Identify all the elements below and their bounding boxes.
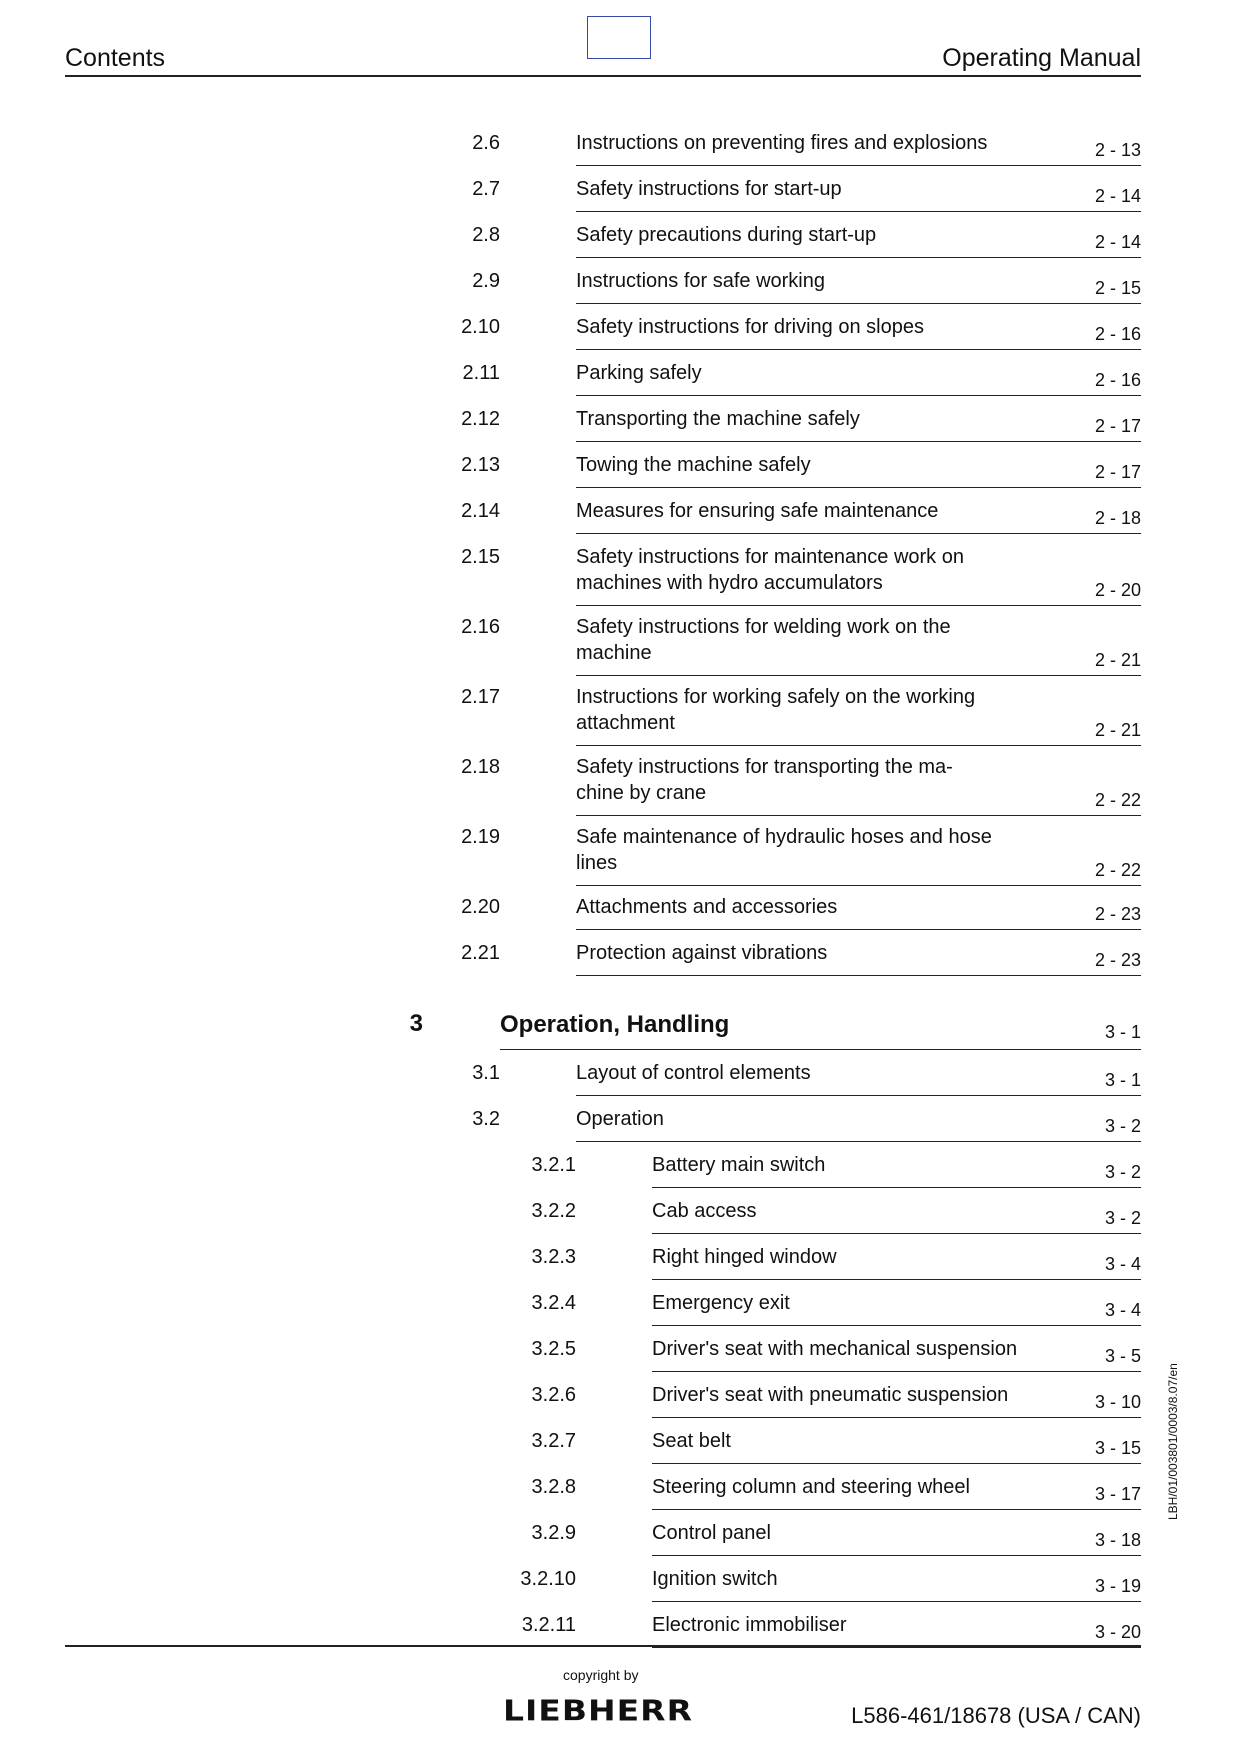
- toc-entry[interactable]: [0, 1428, 1240, 1468]
- toc-entry-page: 2 - 16: [1094, 324, 1141, 344]
- toc-entry-title-line: Steering column and steering wheel: [652, 1476, 970, 1498]
- toc-entry-title-line: Emergency exit: [652, 1292, 790, 1314]
- toc-entry-page: 3 - 10: [1094, 1392, 1141, 1412]
- toc-entry-title: [576, 940, 1141, 976]
- toc-entry-number: 3.2: [472, 1108, 500, 1130]
- toc-entry-page: 2 - 22: [1094, 860, 1141, 880]
- toc-entry-title: [652, 1428, 1141, 1464]
- toc-entry-number: 2.13: [461, 454, 500, 476]
- toc-entry-title: [576, 1060, 1141, 1096]
- toc-entry-page: 2 - 22: [1094, 790, 1141, 810]
- toc-entry-page: 3 - 4: [1104, 1254, 1141, 1274]
- toc-entry-number: 3.2.2: [531, 1200, 576, 1222]
- toc-entry-page: 3 - 5: [1104, 1346, 1141, 1366]
- toc-entry-page: 2 - 14: [1094, 232, 1141, 252]
- toc-entry[interactable]: [0, 1566, 1240, 1606]
- toc-entry-title-line: Towing the machine safely: [576, 454, 811, 476]
- toc-entry-title: [576, 406, 1141, 442]
- toc-entry-title-line: Parking safely: [576, 362, 702, 384]
- toc-entry[interactable]: [0, 1060, 1240, 1100]
- toc-entry[interactable]: [0, 1244, 1240, 1284]
- toc-entry-page: 2 - 18: [1094, 508, 1141, 528]
- copyright-label: copyright by: [563, 1667, 639, 1683]
- toc-entry-page: 3 - 2: [1104, 1208, 1141, 1228]
- toc-entry[interactable]: [0, 894, 1240, 934]
- toc-entry[interactable]: [0, 1382, 1240, 1422]
- toc-entry-number: 3.2.9: [531, 1522, 576, 1544]
- toc-entry-title: [576, 360, 1141, 396]
- toc-entry-page: 3 - 18: [1094, 1530, 1141, 1550]
- toc-entry[interactable]: [0, 452, 1240, 492]
- toc-entry[interactable]: [0, 1474, 1240, 1514]
- toc-entry-page: 2 - 20: [1094, 580, 1141, 600]
- toc-entry-title-line: Safety instructions for welding work on the: [576, 616, 951, 638]
- toc-entry[interactable]: [0, 406, 1240, 446]
- toc-entry-title-line: Driver's seat with mechanical suspension: [652, 1338, 1018, 1360]
- toc-entry-number: 2.7: [472, 178, 500, 200]
- toc-entry-number: 2.6: [472, 132, 500, 154]
- toc-entry-page: 2 - 23: [1094, 950, 1141, 970]
- toc-entry[interactable]: [0, 1152, 1240, 1192]
- toc-entry-page: 3 - 4: [1104, 1300, 1141, 1320]
- toc-entry-title-line: Operation: [576, 1108, 664, 1130]
- toc-entry-number: 2.20: [461, 896, 500, 918]
- toc-entry-title-line: Safety instructions for transporting the ma-: [576, 756, 953, 778]
- toc-entry-page: 3 - 1: [1104, 1022, 1141, 1042]
- toc-entry-title: [500, 1010, 1141, 1050]
- toc-entry-number: 3.2.7: [531, 1430, 576, 1452]
- toc-entry[interactable]: [0, 1520, 1240, 1560]
- toc-entry-title: [576, 452, 1141, 488]
- toc-entry-title: [652, 1198, 1141, 1234]
- toc-entry[interactable]: [0, 1290, 1240, 1330]
- toc-entry[interactable]: [0, 684, 1240, 740]
- toc-entry-title-line: Protection against vibrations: [576, 942, 828, 964]
- toc-entry-title-line: Safety instructions for driving on slopes: [576, 316, 924, 338]
- toc-entry-title-line: machines with hydro accumulators: [576, 572, 883, 594]
- toc-entry-number: 3.2.5: [531, 1338, 576, 1360]
- toc-entry-title: [576, 1106, 1141, 1142]
- toc-entry-number: 2.11: [462, 362, 500, 384]
- toc-entry-number: 3.2.8: [531, 1476, 576, 1498]
- toc-entry-title-line: Instructions for working safely on the working: [576, 686, 976, 708]
- toc-entry-page: 2 - 16: [1094, 370, 1141, 390]
- toc-entry-number: 3.2.11: [521, 1614, 576, 1636]
- page-number-box: [587, 16, 651, 59]
- toc-entry-title: [652, 1152, 1141, 1188]
- toc-entry-page: 3 - 19: [1094, 1576, 1141, 1596]
- toc-entry-title-line: Electronic immobiliser: [652, 1614, 847, 1636]
- toc-entry-title-line: Instructions for safe working: [576, 270, 825, 292]
- toc-entry-number: 3.2.4: [531, 1292, 576, 1314]
- toc-entry-page: 2 - 21: [1094, 720, 1141, 740]
- toc-entry-title: [576, 130, 1141, 166]
- toc-entry-page: 2 - 13: [1094, 140, 1141, 160]
- toc-entry[interactable]: [0, 314, 1240, 354]
- toc-entry-number: 3.1: [472, 1062, 500, 1084]
- toc-entry-number: 2.8: [472, 224, 500, 246]
- toc-entry[interactable]: [0, 614, 1240, 670]
- toc-entry-title: [652, 1612, 1141, 1648]
- toc-entry-title: [652, 1474, 1141, 1510]
- toc-entry-title-line: Operation, Handling: [500, 1011, 730, 1038]
- toc-entry-page: 2 - 23: [1094, 904, 1141, 924]
- toc-entry[interactable]: [0, 824, 1240, 880]
- toc-entry-title-line: Battery main switch: [652, 1154, 826, 1176]
- toc-entry-page: 3 - 2: [1104, 1162, 1141, 1182]
- toc-entry-title: [652, 1566, 1141, 1602]
- model-number: L586-461/18678 (USA / CAN): [851, 1703, 1141, 1728]
- toc-entry-number: 3.2.3: [531, 1246, 576, 1268]
- toc-entry-title: [652, 1336, 1141, 1372]
- toc-entry-title-line: Right hinged window: [652, 1246, 837, 1268]
- toc-entry-number: 2.16: [461, 616, 500, 638]
- toc-entry[interactable]: [0, 544, 1240, 600]
- toc-entry[interactable]: [0, 940, 1240, 980]
- toc-entry-title: [576, 222, 1141, 258]
- toc-entry-title-line: Instructions on preventing fires and explosions: [576, 132, 988, 154]
- toc-entry-title: [576, 498, 1141, 534]
- toc-entry-title: [576, 614, 1141, 676]
- toc-entry-number: 3.2.6: [531, 1384, 576, 1406]
- toc-entry-title: [576, 314, 1141, 350]
- toc-entry-title: [576, 544, 1141, 606]
- toc-entry-title: [576, 268, 1141, 304]
- toc-entry-title: [576, 176, 1141, 212]
- toc-entry-page: 2 - 17: [1094, 416, 1141, 436]
- toc-entry-title: [652, 1290, 1141, 1326]
- toc-entry-number: 2.12: [461, 408, 500, 430]
- header-manual-title: Operating Manual: [942, 44, 1141, 72]
- toc-entry-number: 3.2.10: [520, 1568, 576, 1590]
- toc-entry-title-line: attachment: [576, 712, 675, 734]
- toc-entry-title-line: lines: [576, 852, 618, 874]
- toc-entry-title: [576, 824, 1141, 886]
- toc-entry-page: 3 - 17: [1094, 1484, 1141, 1504]
- header-section-title: Contents: [65, 44, 166, 72]
- liebherr-logo: LIEBHERR: [503, 1694, 693, 1728]
- toc-entry-number: 3: [409, 1010, 423, 1037]
- footer-divider: [65, 1645, 1141, 1647]
- toc-entry[interactable]: [0, 222, 1240, 262]
- toc-entry[interactable]: [0, 1336, 1240, 1376]
- toc-entry-page: 2 - 15: [1094, 278, 1141, 298]
- toc-entry[interactable]: [0, 360, 1240, 400]
- toc-entry-page: 3 - 1: [1104, 1070, 1141, 1090]
- toc-entry-title: [652, 1244, 1141, 1280]
- toc-entry-number: 3.2.1: [531, 1154, 576, 1176]
- toc-entry-number: 2.21: [461, 942, 500, 964]
- toc-entry-title-line: Safety instructions for start-up: [576, 178, 842, 200]
- toc-entry-number: 2.17: [461, 686, 500, 708]
- toc-entry-title-line: Ignition switch: [652, 1568, 778, 1590]
- toc-entry-number: 2.10: [461, 316, 500, 338]
- toc-entry-page: 3 - 2: [1104, 1116, 1141, 1136]
- toc-entry-page: 3 - 15: [1094, 1438, 1141, 1458]
- toc-entry-title-line: Transporting the machine safely: [576, 408, 860, 430]
- document-code: LBH/01/003801/0003/8.07/en: [1166, 1363, 1180, 1520]
- toc-entry-title-line: Attachments and accessories: [576, 896, 838, 918]
- toc-entry[interactable]: [0, 268, 1240, 308]
- toc-entry-title-line: Safe maintenance of hydraulic hoses and hose: [576, 826, 992, 848]
- toc-entry-number: 2.19: [461, 826, 500, 848]
- toc-entry-title: [576, 894, 1141, 930]
- toc-entry-title-line: Seat belt: [652, 1430, 731, 1452]
- toc-entry[interactable]: [0, 130, 1240, 170]
- toc-entry-title-line: Cab access: [652, 1200, 757, 1222]
- toc-chapter[interactable]: [0, 1010, 1240, 1050]
- toc-entry-title-line: Driver's seat with pneumatic suspension: [652, 1384, 1009, 1406]
- toc-entry-title-line: Control panel: [652, 1522, 771, 1544]
- toc-entry[interactable]: [0, 754, 1240, 810]
- toc-entry-title: [652, 1520, 1141, 1556]
- toc-entry-title-line: Safety instructions for maintenance work on: [576, 546, 964, 568]
- toc-entry-page: 2 - 21: [1094, 650, 1141, 670]
- toc-entry-title: [576, 684, 1141, 746]
- toc-entry-number: 2.9: [472, 270, 500, 292]
- toc-entry-title-line: Safety precautions during start-up: [576, 224, 877, 246]
- toc-entry[interactable]: [0, 1198, 1240, 1238]
- toc-entry-title: [576, 754, 1141, 816]
- toc-entry-title-line: Layout of control elements: [576, 1062, 811, 1084]
- toc-entry-page: 3 - 20: [1094, 1622, 1141, 1642]
- toc-entry-title-line: Measures for ensuring safe maintenance: [576, 500, 939, 522]
- toc-entry[interactable]: [0, 1106, 1240, 1146]
- toc-entry-number: 2.14: [461, 500, 500, 522]
- toc-entry-title-line: chine by crane: [576, 782, 707, 804]
- toc-entry[interactable]: [0, 176, 1240, 216]
- toc-entry[interactable]: [0, 498, 1240, 538]
- toc-entry-number: 2.18: [461, 756, 500, 778]
- toc-entry-page: 2 - 17: [1094, 462, 1141, 482]
- toc-entry-title: [652, 1382, 1141, 1418]
- toc-entry-number: 2.15: [461, 546, 500, 568]
- toc-entry-page: 2 - 14: [1094, 186, 1141, 206]
- toc-entry-title-line: machine: [576, 642, 652, 664]
